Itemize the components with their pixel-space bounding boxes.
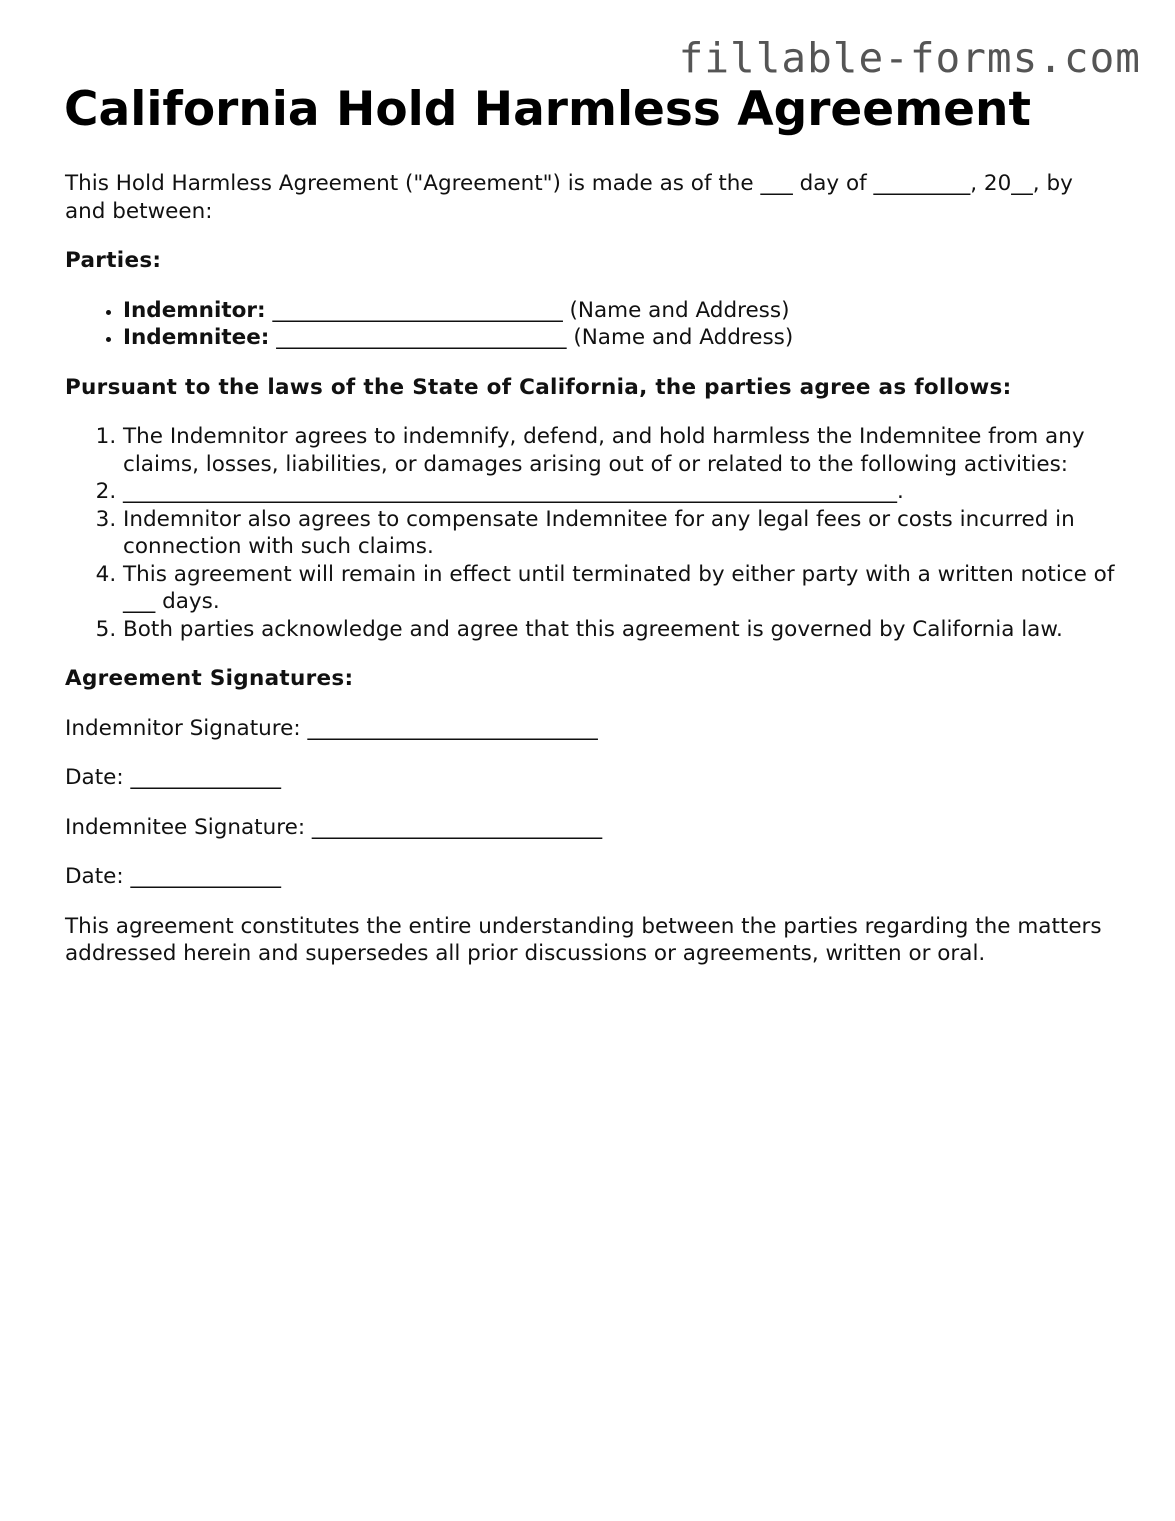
clause-item: 1. The Indemnitor agrees to indemnify, defend, and hold harmless the Indemnitee from any claims, losses, liabilities, or damages arising out of or related to the following activities:	[123, 423, 1115, 478]
indemnitor-signature-line: Indemnitor Signature: ___________________________	[65, 715, 598, 741]
watermark: fillable-forms.com	[678, 34, 1141, 82]
clause-item: 3. Indemnitor also agrees to compensate Indemnitee for any legal fees or costs incurred in connection with such claims.	[123, 506, 1115, 561]
document-title: California Hold Harmless Agreement	[64, 82, 1031, 137]
clause-item: 2. ________________________________________________________________________.	[123, 478, 1115, 506]
closing-paragraph: This agreement constitutes the entire understanding between the parties regarding the matters addressed herein and supersedes all prior discussions or agreements, written or oral.	[65, 913, 1102, 966]
indemnitor-label: Indemnitor:	[123, 297, 266, 323]
indemnitee-label: Indemnitee:	[123, 325, 270, 350]
signatures-heading: Agreement Signatures:	[65, 666, 354, 691]
clause-item: 4. This agreement will remain in effect until terminated by either party with a written notice of ___ days.	[123, 561, 1115, 616]
document-body	[65, 170, 1115, 990]
intro-paragraph: This Hold Harmless Agreement ("Agreement") is made as of the ___ day of _________, 20__, by and between:	[65, 171, 1073, 224]
indemnitee-item	[123, 324, 1115, 352]
indemnitee-date-line: Date: ______________	[65, 864, 281, 889]
indemnitor-field: ___________________________ (Name and Address)	[265, 297, 790, 323]
indemnitor-item	[123, 297, 1115, 325]
parties-heading: Parties:	[65, 248, 162, 273]
clause-item: 5. Both parties acknowledge and agree that this agreement is governed by California law.	[123, 616, 1115, 644]
parties-list	[65, 297, 1115, 352]
pursuant-heading: Pursuant to the laws of the State of California, the parties agree as follows:	[65, 374, 1012, 400]
indemnitee-signature-line: Indemnitee Signature: ___________________________	[65, 814, 603, 840]
clauses-list	[65, 423, 1115, 643]
indemnitor-date-line: Date: ______________	[65, 765, 281, 790]
indemnitee-field: ___________________________ (Name and Address)	[269, 325, 794, 350]
